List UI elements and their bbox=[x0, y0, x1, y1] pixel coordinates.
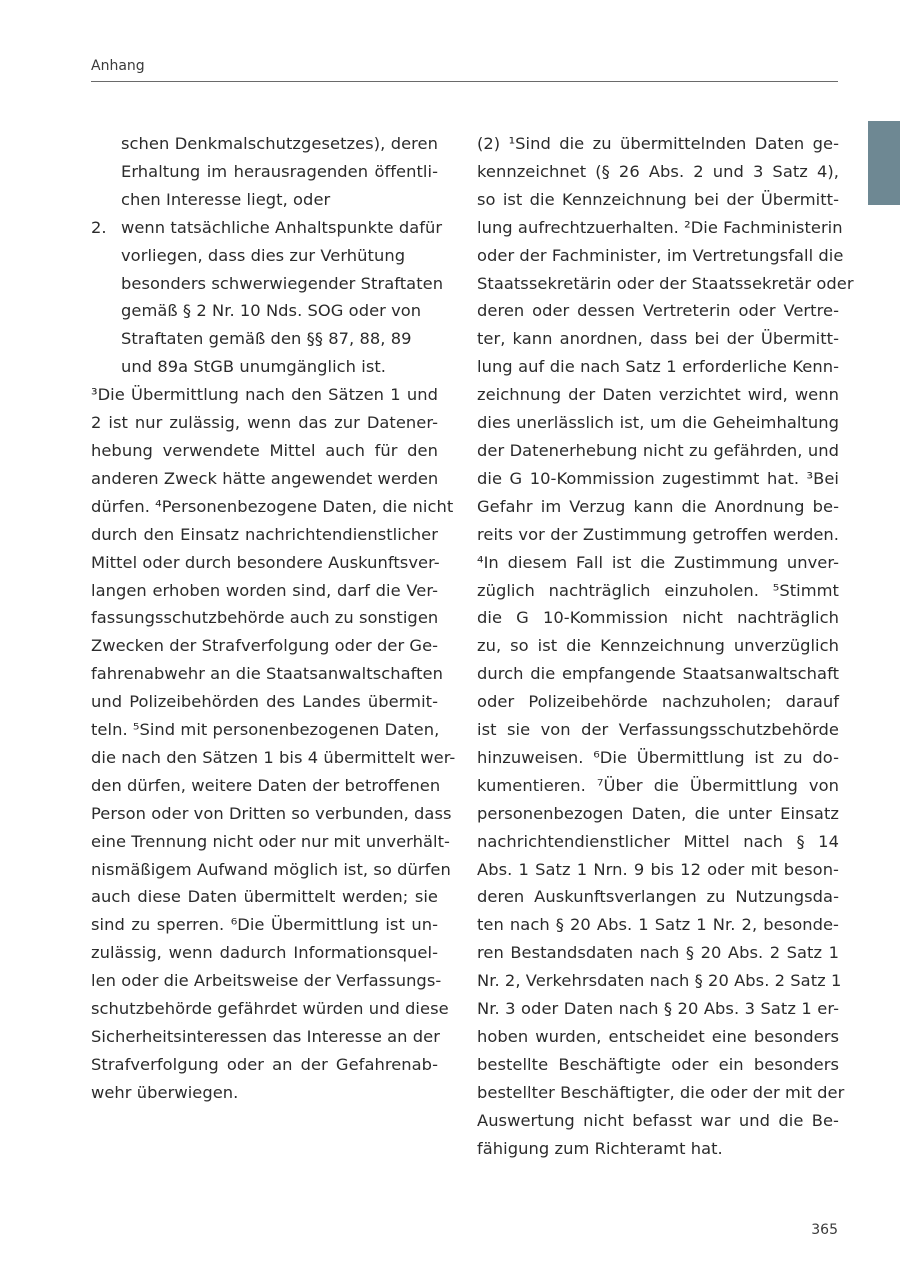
text-line: zeichnung der Daten verzichtet wird, wenn bbox=[477, 385, 839, 405]
text-line: Nr. 2, Verkehrsdaten nach § 20 Abs. 2 Satz 1 bbox=[477, 971, 842, 991]
text-line: Staatssekretärin oder der Staatssekretär oder bbox=[477, 273, 854, 293]
text-line: zu, so ist die Kennzeichnung unverzüglich bbox=[477, 636, 839, 656]
text-line: fähigung zum Richteramt hat. bbox=[477, 1138, 723, 1158]
text-line: besonders schwerwiegender Straftaten bbox=[121, 273, 444, 293]
text-line: Zwecken der Strafverfolgung oder der Ge- bbox=[91, 636, 439, 656]
text-line: und 89a StGB unumgänglich ist. bbox=[121, 357, 387, 377]
text-line: deren Auskunftsverlangen zu Nutzungsda- bbox=[477, 887, 839, 907]
text-line: die G 10-Kommission zugestimmt hat. ³Bei bbox=[477, 468, 839, 488]
text-line: bestellte Beschäftigte oder ein besonders bbox=[477, 1054, 839, 1074]
text-line: ten nach § 20 Abs. 1 Satz 1 Nr. 2, besonde- bbox=[477, 915, 839, 935]
text-line: schen Denkmalschutzgesetzes), deren bbox=[121, 134, 438, 153]
text-line: Gefahr im Verzug kann die Anordnung be- bbox=[477, 496, 839, 516]
text-line: ter, kann anordnen, dass bei der Übermitt- bbox=[477, 329, 839, 349]
text-line: kumentieren. ⁷Über die Übermittlung von bbox=[477, 775, 839, 795]
text-line: wenn tatsächliche Anhaltspunkte dafür bbox=[121, 217, 443, 237]
text-line: ist sie von der Verfassungsschutzbehörde bbox=[477, 720, 839, 740]
text-line: nismäßigem Aufwand möglich ist, so dürfen bbox=[91, 859, 451, 879]
text-line: eine Trennung nicht oder nur mit unverhält- bbox=[91, 831, 450, 851]
text-line: die G 10-Kommission nicht nachträglich bbox=[477, 608, 839, 628]
text-line: und Polizeibehörden des Landes übermit- bbox=[91, 692, 438, 712]
text-line: gemäß § 2 Nr. 10 Nds. SOG oder von bbox=[121, 301, 422, 321]
text-line: Strafverfolgung oder an der Gefahrenab- bbox=[91, 1054, 438, 1074]
text-line: Erhaltung im herausragenden öffentli- bbox=[121, 161, 438, 181]
text-line: wehr überwiegen. bbox=[91, 1082, 239, 1102]
text-line: oder der Fachminister, im Vertretungsfall die bbox=[477, 245, 844, 265]
header-rule bbox=[91, 81, 838, 82]
text-line: durch den Einsatz nachrichtendienstlicher bbox=[91, 524, 438, 544]
list-number: 2. bbox=[91, 217, 107, 237]
text-line: deren oder dessen Vertreterin oder Vertre- bbox=[477, 301, 839, 321]
text-line: dies unerlässlich ist, um die Geheimhaltung bbox=[477, 413, 839, 433]
text-line: sind zu sperren. ⁶Die Übermittlung ist un- bbox=[91, 915, 438, 935]
text-line: oder Polizeibehörde nachzuholen; darauf bbox=[477, 692, 839, 712]
text-line: so ist die Kennzeichnung bei der Übermitt- bbox=[477, 189, 839, 209]
text-line: Straftaten gemäß den §§ 87, 88, 89 bbox=[121, 329, 412, 349]
text-line: ⁴In diesem Fall ist die Zustimmung unver- bbox=[477, 552, 839, 572]
text-line: 2 ist nur zulässig, wenn das zur Datener- bbox=[91, 413, 438, 433]
text-line: der Datenerhebung nicht zu gefährden, und bbox=[477, 440, 839, 460]
text-line: fassungsschutzbehörde auch zu sonstigen bbox=[91, 608, 439, 628]
text-line: Auswertung nicht befasst war und die Be- bbox=[477, 1110, 839, 1130]
text-line: lung aufrechtzuerhalten. ²Die Fachministerin bbox=[477, 217, 843, 237]
text-line: zulässig, wenn dadurch Informationsquel- bbox=[91, 943, 438, 963]
left-column bbox=[91, 130, 456, 1107]
text-line: (2) ¹Sind die zu übermittelnden Daten ge- bbox=[477, 134, 839, 153]
text-line: durch die empfangende Staatsanwaltschaft bbox=[477, 664, 839, 684]
text-line: lung auf die nach Satz 1 erforderliche Kenn- bbox=[477, 357, 839, 377]
text-line: Abs. 1 Satz 1 Nrn. 9 bis 12 oder mit beson- bbox=[477, 859, 839, 879]
text-line: bestellter Beschäftigter, die oder der mit der bbox=[477, 1082, 845, 1102]
text-line: langen erhoben worden sind, darf die Ver- bbox=[91, 580, 438, 600]
text-line: nachrichtendienstlicher Mittel nach § 14 bbox=[477, 831, 839, 851]
text-line: Mittel oder durch besondere Auskunftsver- bbox=[91, 552, 440, 572]
text-line: personenbezogen Daten, die unter Einsatz bbox=[477, 803, 839, 823]
text-line: züglich nachträglich einzuholen. ⁵Stimmt bbox=[477, 580, 839, 600]
text-line: chen Interesse liegt, oder bbox=[121, 189, 331, 209]
text-line: Sicherheitsinteressen das Interesse an der bbox=[91, 1027, 440, 1046]
text-line: ren Bestandsdaten nach § 20 Abs. 2 Satz 1 bbox=[477, 943, 839, 963]
text-line: Person oder von Dritten so verbunden, dass bbox=[91, 803, 452, 823]
right-column bbox=[477, 130, 854, 1163]
text-line: fahrenabwehr an die Staatsanwaltschaften bbox=[91, 664, 443, 684]
running-header: Anhang bbox=[91, 58, 145, 74]
text-line: anderen Zweck hätte angewendet werden bbox=[91, 468, 439, 488]
text-line: schutzbehörde gefährdet würden und diese bbox=[91, 999, 449, 1019]
chapter-thumb-tab bbox=[868, 121, 900, 205]
text-line: hinzuweisen. ⁶Die Übermittlung ist zu do- bbox=[477, 747, 839, 767]
text-line: hoben wurden, entscheidet eine besonders bbox=[477, 1027, 839, 1046]
text-line: reits vor der Zustimmung getroffen werden. bbox=[477, 524, 839, 544]
text-line: kennzeichnet (§ 26 Abs. 2 und 3 Satz 4), bbox=[477, 161, 839, 181]
page-number: 365 bbox=[811, 1222, 838, 1238]
text-line: hebung verwendete Mittel auch für den bbox=[91, 440, 438, 460]
text-line: vorliegen, dass dies zur Verhütung bbox=[121, 245, 406, 265]
list-item-line bbox=[91, 214, 443, 242]
text-line: die nach den Sätzen 1 bis 4 übermittelt wer- bbox=[91, 747, 456, 767]
text-line: auch diese Daten übermittelt werden; sie bbox=[91, 887, 438, 907]
text-line: dürfen. ⁴Personenbezogene Daten, die nicht bbox=[91, 496, 454, 516]
text-line: ³Die Übermittlung nach den Sätzen 1 und bbox=[91, 385, 438, 405]
text-line: len oder die Arbeitsweise der Verfassungs- bbox=[91, 971, 442, 991]
text-line: teln. ⁵Sind mit personenbezogenen Daten, bbox=[91, 720, 440, 740]
text-line: Nr. 3 oder Daten nach § 20 Abs. 3 Satz 1 er- bbox=[477, 999, 839, 1019]
text-line: den dürfen, weitere Daten der betroffenen bbox=[91, 775, 441, 795]
